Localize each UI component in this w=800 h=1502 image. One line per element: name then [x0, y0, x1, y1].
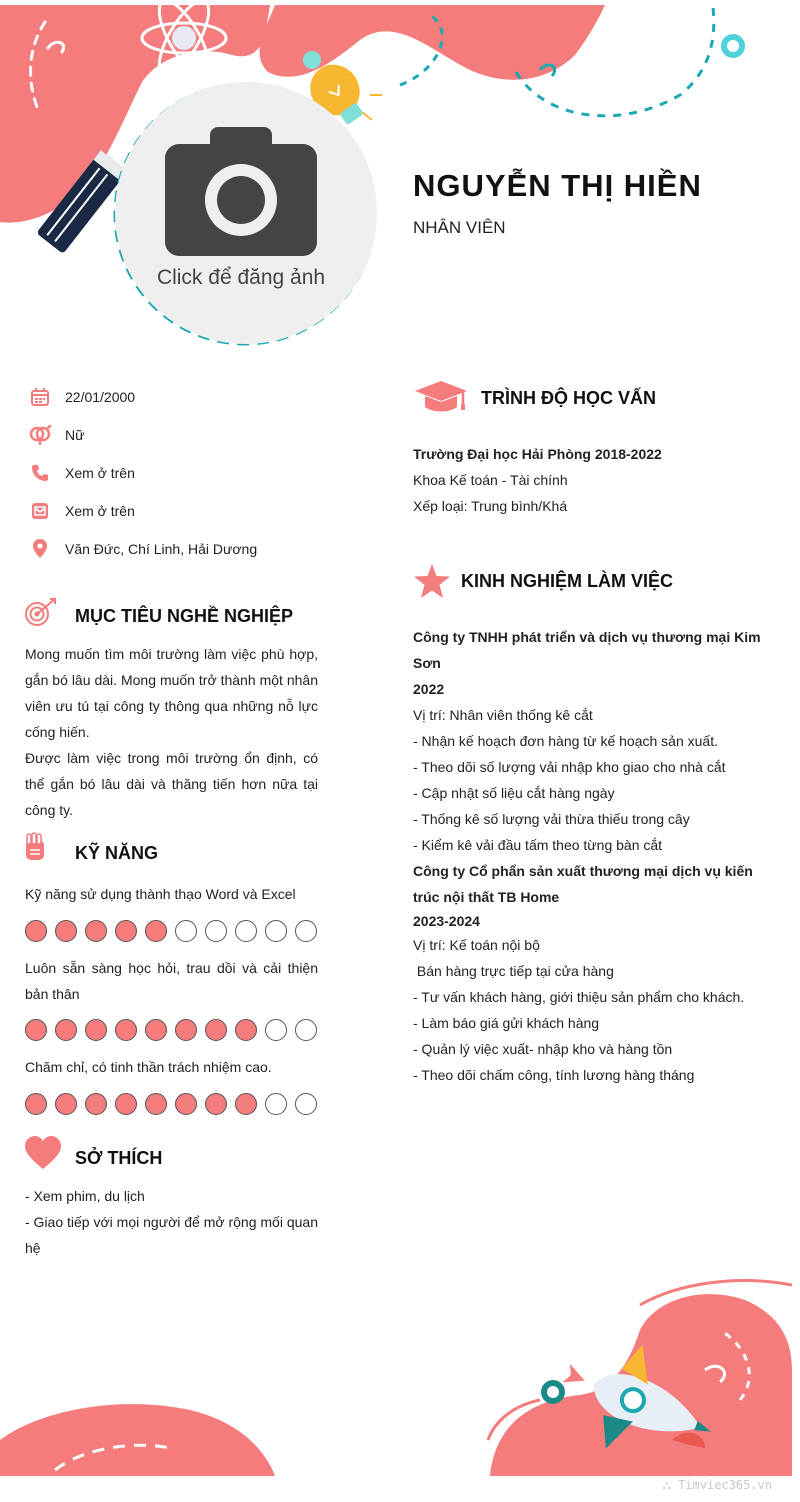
phone-icon: [28, 462, 52, 484]
hobby-item: - Giao tiếp với mọi người để mở rộng mối quan hệ: [25, 1214, 318, 1256]
experience-entry: [413, 858, 783, 1088]
rating-dot-empty: [265, 920, 287, 942]
rating-dot-filled: [85, 1019, 107, 1041]
skill-name: Luôn sẵn sàng học hỏi, trau dồi và cải thiện bản thân: [25, 960, 318, 1002]
candidate-name: NGUYỄN THỊ HIỀN: [413, 168, 702, 203]
objective-text: [25, 641, 318, 823]
experience-duty: Bán hàng trực tiếp tại cửa hàng: [413, 963, 614, 979]
rating-dot-filled: [55, 1019, 77, 1041]
education-title: TRÌNH ĐỘ HỌC VẤN: [481, 388, 656, 408]
gender-icon: [28, 424, 52, 446]
experience-duty: - Cập nhật số liệu cắt hàng ngày: [413, 785, 615, 801]
experience-position: Vị trí: Nhân viên thống kê cắt: [413, 707, 593, 723]
rating-dot-filled: [25, 1019, 47, 1041]
rating-dot-filled: [115, 1093, 137, 1115]
hobby-item: - Xem phim, du lịch: [25, 1188, 145, 1204]
graduation-cap-icon: [413, 379, 469, 418]
rating-dot-filled: [25, 920, 47, 942]
email-row: [28, 500, 135, 522]
objective-title: MỤC TIÊU NGHỀ NGHIỆP: [75, 606, 294, 626]
rating-dot-filled: [145, 1019, 167, 1041]
rating-dot-filled: [235, 1019, 257, 1041]
experience-duty: - Thống kê số lượng vải thừa thiếu trong cây: [413, 811, 690, 827]
objective-paragraph: Mong muốn tìm môi trường làm việc phù hợp, gắn bó lâu dài. Mong muốn trở thành một nhân viên ưu tú tại công ty thông qua những nỗ lực cống hiến.: [25, 646, 318, 740]
skill-rating: [25, 1019, 317, 1041]
skills-title: KỸ NĂNG: [75, 843, 159, 863]
phone-row: [28, 462, 135, 484]
rating-dot-empty: [235, 920, 257, 942]
gender-value: Nữ: [65, 427, 85, 443]
rating-dot-empty: [295, 1093, 317, 1115]
rating-dot-empty: [295, 1019, 317, 1041]
job-title: NHÂN VIÊN: [413, 218, 506, 237]
birthday-value: 22/01/2000: [65, 389, 136, 405]
rating-dot-filled: [115, 920, 137, 942]
site-watermark: ⛬ Timviec365.vn: [662, 1478, 772, 1492]
experience-duty: - Kiểm kê vải đầu tấm theo từng bàn cắt: [413, 837, 663, 853]
rating-dot-filled: [145, 920, 167, 942]
hobbies-title: SỞ THÍCH: [75, 1148, 163, 1168]
experience-period: 2023-2024: [413, 913, 480, 929]
address-value: Văn Đức, Chí Linh, Hải Dương: [65, 541, 258, 557]
rating-dot-filled: [175, 1019, 197, 1041]
experience-title: KINH NGHIỆM LÀM VIỆC: [461, 571, 674, 591]
hobbies-list: [25, 1183, 318, 1261]
photo-upload-label: Click để đăng ảnh: [156, 266, 326, 289]
avatar-upload[interactable]: [115, 82, 377, 344]
rating-dot-filled: [85, 1093, 107, 1115]
rating-dot-empty: [295, 920, 317, 942]
rating-dot-empty: [205, 920, 227, 942]
experience-duty: - Quản lý việc xuất- nhập kho và hàng tồn: [413, 1041, 673, 1057]
objective-paragraph: Được làm việc trong môi trường ổn định, có thể gắn bó lâu dài và thăng tiến hơn nữa tại công ty.: [25, 750, 318, 818]
rating-dot-filled: [145, 1093, 167, 1115]
experience-duty: - Tư vấn khách hàng, giới thiệu sản phẩm cho khách.: [413, 989, 745, 1005]
rating-dot-filled: [235, 1093, 257, 1115]
rating-dot-empty: [265, 1093, 287, 1115]
rating-dot-filled: [175, 1093, 197, 1115]
heart-icon: [24, 1136, 62, 1175]
skill-name: Chăm chỉ, có tinh thần trách nhiệm cao.: [25, 1059, 272, 1075]
rating-dot-filled: [55, 920, 77, 942]
education-grade: Xếp loại: Trung bình/Khá: [413, 498, 568, 514]
skill-rating: [25, 920, 317, 942]
location-pin-icon: [28, 538, 52, 560]
experience-company: Công ty TNHH phát triển và dịch vụ thương mại Kim Sơn: [413, 629, 761, 671]
phone-value: Xem ở trên: [65, 465, 135, 481]
rating-dot-filled: [25, 1093, 47, 1115]
experience-duty: - Làm báo giá gửi khách hàng: [413, 1015, 600, 1031]
experience-company: Công ty Cổ phẩn sản xuất thương mại dịch vụ kiến trúc nội thất TB Home: [413, 863, 753, 905]
education-details: [413, 441, 783, 519]
experience-entry: [413, 624, 783, 858]
rating-dot-filled: [205, 1093, 227, 1115]
experience-duty: - Theo dõi chấm công, tính lương hàng tháng: [413, 1067, 695, 1083]
rating-dot-filled: [55, 1093, 77, 1115]
gender-row: [28, 424, 84, 446]
rating-dot-empty: [175, 920, 197, 942]
skill-rating: [25, 1093, 317, 1115]
address-row: [28, 538, 257, 560]
experience-duty: - Nhận kế hoạch đơn hàng từ kế hoạch sản xuất.: [413, 733, 718, 749]
experience-period: 2022: [413, 681, 445, 697]
rating-dot-filled: [205, 1019, 227, 1041]
rating-dot-filled: [85, 920, 107, 942]
experience-duty: - Theo dõi số lượng vải nhập kho giao cho nhà cắt: [413, 759, 726, 775]
star-icon: [413, 563, 451, 604]
fist-icon: [24, 832, 46, 869]
experience-position: Vị trí: Kế toán nội bộ: [413, 937, 540, 953]
rating-dot-empty: [265, 1019, 287, 1041]
email-value: Xem ở trên: [65, 503, 135, 519]
skill-name: Kỹ năng sử dụng thành thạo Word và Excel: [25, 886, 296, 902]
birthday-row: [28, 386, 135, 408]
camera-icon: [115, 82, 377, 344]
rating-dot-filled: [115, 1019, 137, 1041]
email-icon: [28, 500, 52, 522]
education-faculty: Khoa Kế toán - Tài chính: [413, 472, 568, 488]
target-icon: [24, 597, 58, 634]
education-school: Trường Đại học Hải Phòng 2018-2022: [413, 446, 662, 462]
calendar-icon: [28, 386, 52, 408]
